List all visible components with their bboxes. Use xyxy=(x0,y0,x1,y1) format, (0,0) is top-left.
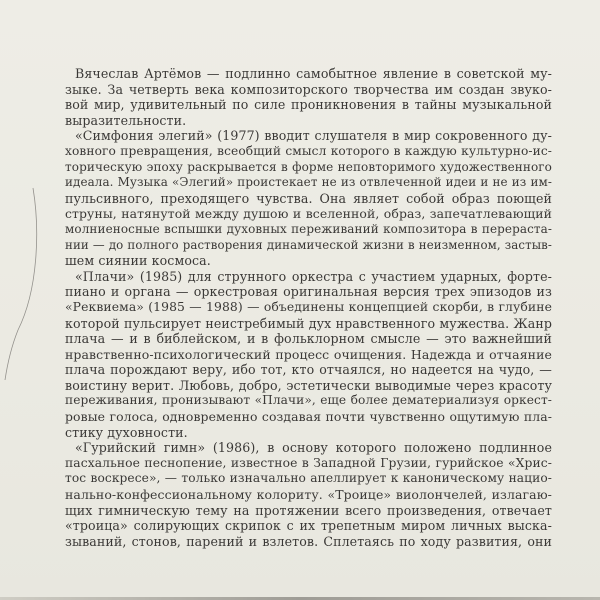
text-line: «Гурийский гимн» (1986), в основу которого положено подлинное xyxy=(75,440,552,456)
text-line: щих гимническую тему на протяжении всего произведения, отвечает xyxy=(65,502,552,518)
text-line: вой мир, удивительный по силе проникновения в тайны музыкальной xyxy=(65,97,552,113)
text-line: пиано и органа — оркестровая оригинальная версия трех эпизодов из xyxy=(65,284,552,300)
text-line: идеала. Музыка «Элегий» проистекает не из отвлеченной идеи и не из им- xyxy=(65,175,552,190)
text-line: «Реквиема» (1985 — 1988) — объединены концепцией скорби, в глубине xyxy=(65,299,552,314)
text-line: молниеносные вспышки духовных переживаний композитора в перераста- xyxy=(65,221,552,236)
text-line: ровые голоса, одновременно создавая почти чувственно ощутимую пла- xyxy=(65,409,552,425)
text-line: ховного превращения, всеобщий смысл которого в каждую культурно-ис- xyxy=(65,143,552,158)
text-line: которой пульсирует неистребимый дух нравственного мужества. Жанр xyxy=(65,315,552,331)
text-line: воистину верит. Любовь, добро, эстетически выводимые через красоту xyxy=(65,377,552,393)
text-line: шем сиянии космоса. xyxy=(65,253,211,269)
text-line: «Плачи» (1985) для струнного оркестра с участием ударных, форте- xyxy=(75,268,552,284)
text-line: торическую эпоху раскрывается в форме неповторимого художественного xyxy=(65,159,552,174)
text-line: пасхальное песнопение, известное в Западной Грузии, гурийское «Хрис- xyxy=(65,455,552,470)
text-line: пульсивного, преходящего чувства. Она являет собой образ поющей xyxy=(65,190,552,206)
text-line: нравственно-психологический процесс очищения. Надежда и отчаяние xyxy=(65,346,552,362)
text-line: нально-конфессиональному колориту. «Троице» виолончелей, излагаю- xyxy=(65,487,552,503)
text-line: струны, натянутой между душою и вселенной, образ, запечатлевающий xyxy=(65,206,552,222)
text-line: стику духовности. xyxy=(65,424,188,440)
text-line: зыке. За четверть века композиторского творчества им создан звуко- xyxy=(65,81,552,97)
text-line: выразительности. xyxy=(65,112,187,128)
text-line: плача — и в библейском, и в фольклорном смысле — это важнейший xyxy=(65,331,552,347)
article-text xyxy=(65,66,552,549)
text-line: «Симфония элегий» (1977) вводит слушателя в мир сокровенного ду- xyxy=(75,128,552,144)
text-line: тос воскресе», — только изначально апеллирует к каноническому нацио- xyxy=(65,471,552,486)
text-line: зываний, стонов, парений и взлетов. Сплетаясь по ходу развития, они xyxy=(65,533,552,549)
text-line: плача порождают веру, ибо тот, кто отчаялся, но надеется на чудо, — xyxy=(65,362,552,378)
text-line: Вячеслав Артёмов — подлинно самобытное явление в советской му- xyxy=(75,66,552,81)
text-line: «троица» солирующих скрипок с их трепетным миром личных выска- xyxy=(65,518,552,534)
text-line: переживания, пронизывают «Плачи», еще более дематериализуя оркест- xyxy=(65,393,552,408)
text-line: нии — до полного растворения динамической жизни в неизменном, застыв- xyxy=(65,237,552,252)
